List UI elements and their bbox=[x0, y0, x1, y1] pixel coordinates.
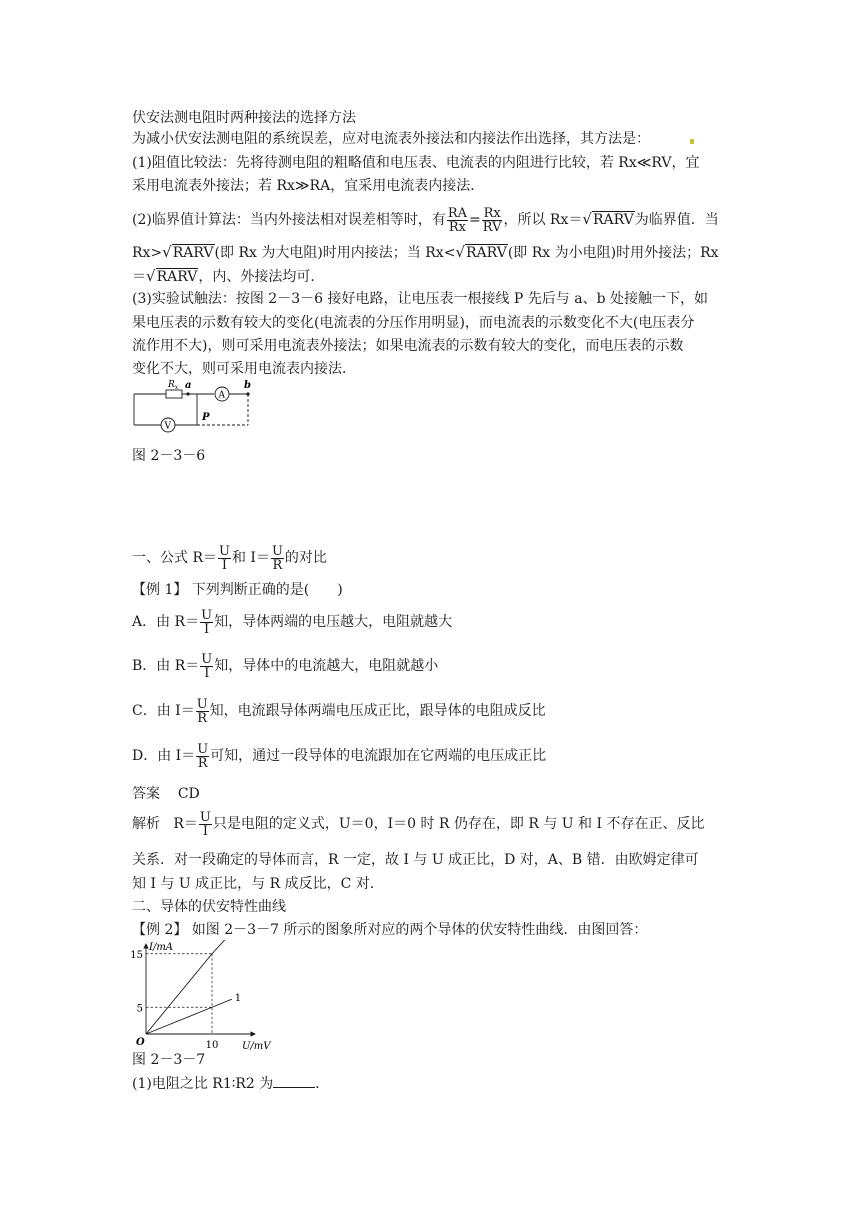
question1-line: (1)电阻之比 R1∶R2 为 ． bbox=[132, 1073, 329, 1094]
example2-label: 【例 2】 bbox=[132, 922, 188, 938]
sqrt-rarv: √RARV bbox=[146, 267, 198, 285]
analysis-label: 解析 bbox=[132, 816, 160, 832]
sqrt-rarv: √RARV bbox=[455, 243, 507, 261]
series-line-1 bbox=[146, 999, 232, 1034]
y-tick-label: 15 bbox=[130, 949, 143, 961]
resistor-rx bbox=[166, 390, 182, 398]
section1-heading: 一、公式 R＝ $\frac{U}{I}$ 和 I＝ $\frac{U}{R}$ 的对比 bbox=[132, 543, 327, 573]
method3-line3: 流作用不大)，则可采用电流表外接法；如果电流表的示数有较大的变化，而电压表的示数 bbox=[132, 338, 684, 354]
x-tick-label: 10 bbox=[205, 1040, 219, 1051]
sqrt-rarv: √RARV bbox=[162, 243, 214, 261]
method2-line2: Rx>√RARV(即 Rx 为大电阻)时用内接法；当 Rx<√RARV(即 Rx 为小电阻)时用外接法；Rx bbox=[132, 243, 719, 261]
y-axis-label: I/mA bbox=[149, 942, 174, 953]
fraction-u-i: $\frac{U}{I}$ bbox=[201, 607, 213, 637]
series-label-1: 1 bbox=[234, 993, 242, 1005]
label-ammeter: A bbox=[218, 390, 225, 401]
method2-line3: ＝√RARV，内、外接法均可． bbox=[132, 267, 325, 285]
iu-characteristic-chart bbox=[126, 940, 276, 1052]
method1-line1: (1)阻值比较法：先将待测电阻的粗略值和电压表、电流表的内阻进行比较，若 Rx≪RV，宜 bbox=[132, 155, 700, 171]
method3-line2: 果电压表的示数有较大的变化(电流表的分压作用明显)，而电流表的示数变化不大(电压表分 bbox=[132, 315, 695, 331]
label-a: a bbox=[185, 380, 192, 391]
y-tick-label: 5 bbox=[136, 1003, 143, 1015]
figure-caption-236: 图 2－3－6 bbox=[132, 448, 206, 464]
node-a bbox=[186, 392, 189, 395]
method1-line2: 采用电流表外接法；若 Rx≫RA，宜采用电流表内接法． bbox=[132, 178, 485, 194]
fraction-u-r: $\frac{U}{R}$ bbox=[271, 543, 283, 573]
circuit-diagram bbox=[128, 378, 258, 438]
option-d: D．由 I＝ $\frac{U}{R}$ 可知，通过一段导体的电流跟加在它两端的电压成正比 bbox=[132, 741, 547, 771]
method3-line1: (3)实验试触法：按图 2－3－6 接好电路，让电压表一根接线 P 先后与 a、b 处接触一下，如 bbox=[132, 291, 708, 307]
section2-heading: 二、导体的伏安特性曲线 bbox=[132, 899, 286, 915]
analysis-line3: 知 I 与 U 成正比，与 R 成反比，C 对． bbox=[132, 876, 384, 892]
method3-line4: 变化不大，则可采用电流表内接法． bbox=[132, 361, 356, 377]
fraction-u-i: $\frac{U}{I}$ bbox=[199, 809, 211, 839]
method2-line1: (2)临界值计算法：当内外接法相对误差相等时，有 $\frac{RA}{Rx}$ = $\frac{Rx}{RV}$ ，所以 Rx＝√RARV为临界值．当 bbox=[132, 205, 719, 235]
intro-lead: 为减小伏安法测电阻的系统误差，应对电流表外接法和内接法作出选择，其方法是： bbox=[132, 131, 650, 147]
example2-question: 【例 2】 如图 2－3－7 所示的图象所对应的两个导体的伏安特性曲线．由图回答： bbox=[132, 922, 648, 938]
sqrt-rarv: √RARV bbox=[582, 210, 634, 228]
analysis-line2: 关系．对一段确定的导体而言，R 一定，故 I 与 U 成正比，D 对，A、B 错．由欧姆定律可 bbox=[132, 852, 699, 868]
answer-line bbox=[132, 784, 200, 804]
node-b bbox=[246, 392, 249, 395]
origin-label: O bbox=[136, 1037, 145, 1048]
figure-caption-237: 图 2－3－7 bbox=[132, 1052, 206, 1068]
fraction-u-i: $\frac{U}{I}$ bbox=[201, 651, 213, 681]
option-c: C．由 I＝ $\frac{U}{R}$ 知，电流跟导体两端电压成正比，跟导体的电阻成反比 bbox=[132, 696, 546, 726]
answer-label: 答案 bbox=[132, 786, 160, 802]
label-rx: $R_x$ bbox=[168, 380, 179, 391]
example1-label: 【例 1】 bbox=[132, 582, 188, 598]
fraction-u-i: $\frac{U}{I}$ bbox=[219, 543, 230, 573]
fraction-u-r: $\frac{U}{R}$ bbox=[196, 696, 208, 726]
answer-blank[interactable] bbox=[273, 1073, 315, 1088]
answer-value: CD bbox=[177, 786, 200, 802]
section-title: 伏安法测电阻时两种接法的选择方法 bbox=[132, 110, 356, 126]
label-voltmeter: V bbox=[164, 421, 171, 432]
label-b: b bbox=[244, 380, 251, 391]
example1-question: 【例 1】 下列判断正确的是( ) bbox=[132, 582, 343, 598]
highlight-mark bbox=[690, 139, 694, 144]
label-p: P bbox=[202, 412, 210, 423]
fraction-u-r: $\frac{U}{R}$ bbox=[197, 741, 209, 771]
fraction-rx-rv: $\frac{Rx}{RV}$ bbox=[482, 205, 502, 235]
option-a: A．由 R＝ $\frac{U}{I}$ 知，导体两端的电压越大，电阻就越大 bbox=[132, 607, 453, 637]
analysis-line1: 解析 R＝ $\frac{U}{I}$ 只是电阻的定义式，U＝0，I＝0 时 R 仍存在，即 R 与 U 和 I 不存在正、反比 bbox=[132, 809, 705, 839]
option-b: B．由 R＝ $\frac{U}{I}$ 知，导体中的电流越大，电阻就越小 bbox=[132, 651, 439, 681]
fraction-ra-rx: $\frac{RA}{Rx}$ bbox=[447, 205, 468, 235]
x-axis-label: U/mV bbox=[242, 1041, 271, 1052]
